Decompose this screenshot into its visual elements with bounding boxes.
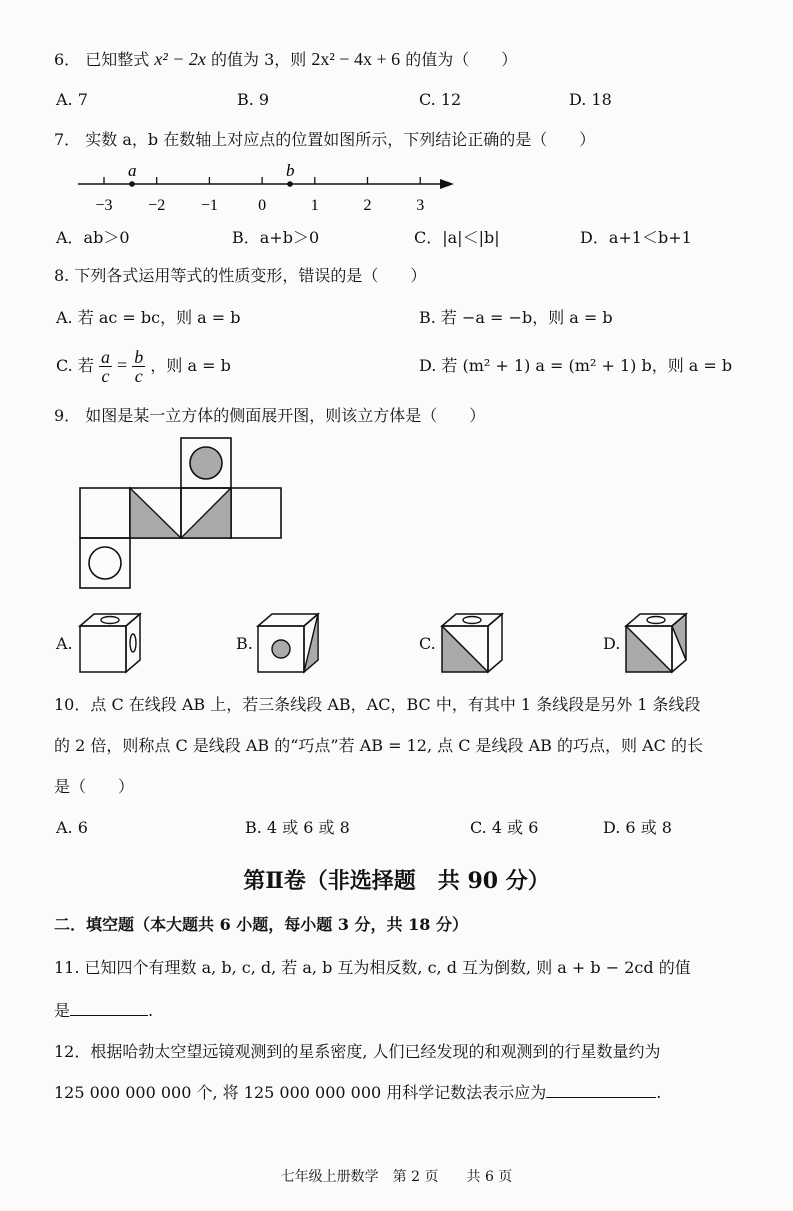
q8-option-a[interactable]: A. 若 ac = bc，则 a = b: [56, 308, 241, 327]
q7-option-c[interactable]: C．|a|＜|b|: [414, 228, 500, 247]
q6-expression-2: 2x² − 4x + 6: [311, 49, 401, 69]
q8-text: 下列各式运用等式的性质变形，错误的是（ ）: [74, 266, 427, 285]
top-hole-icon: [647, 617, 665, 624]
tick-label: 2: [363, 197, 372, 214]
page-footer: 七年级上册数学 第 2 页 共 6 页: [280, 1169, 513, 1185]
point-b-dot: [287, 181, 293, 187]
net-face-1: [80, 488, 130, 538]
shaded-triangle-left: [130, 488, 181, 538]
q9-number: 9．: [54, 406, 81, 425]
q9-option-a-cube[interactable]: [78, 612, 148, 674]
top-hole-icon: [101, 617, 119, 624]
q8-option-c[interactable]: [56, 345, 231, 386]
q6-option-d[interactable]: D. 18: [569, 90, 612, 109]
fraction-numerator: b: [134, 347, 144, 367]
fraction-b-over-c: [132, 348, 145, 385]
question-7: [54, 130, 595, 150]
q8-number: 8.: [54, 266, 70, 285]
q12-line-2-end: .: [656, 1083, 662, 1102]
q8-option-b[interactable]: B. 若 −a = −b，则 a = b: [419, 308, 613, 327]
q8-option-c-prefix: C. 若: [56, 356, 94, 375]
point-a-dot: [129, 181, 135, 187]
question-9: [54, 406, 485, 426]
cube-net-figure: [78, 436, 288, 590]
q11-line-1: 11. 已知四个有理数 a, b, c, d, 若 a, b 互为相反数, c, d 互为倒数, 则 a + b − 2cd 的值: [54, 958, 691, 977]
tick-label: −2: [148, 197, 166, 214]
fraction-denominator: c: [101, 366, 110, 386]
q6-text-1: 已知整式: [85, 50, 150, 69]
q6-option-a[interactable]: A. 7: [56, 90, 88, 109]
q9-option-b-cube[interactable]: [256, 612, 326, 674]
point-b-label: b: [286, 161, 295, 180]
tick-label: 1: [310, 197, 319, 214]
q6-option-c[interactable]: C. 12: [419, 90, 462, 109]
q12-line-2: [54, 1081, 661, 1103]
number-line-arrow: [440, 179, 454, 189]
q10-line-1: 10．点 C 在线段 AB 上，若三条线段 AB，AC，BC 中，有其中 1 条线段是另外 1 条线段: [54, 695, 701, 714]
q9-text: 如图是某一立方体的侧面展开图，则该立方体是（ ）: [85, 406, 486, 425]
q10-option-d[interactable]: D. 6 或 8: [603, 818, 672, 837]
q11-answer-blank[interactable]: [70, 999, 148, 1016]
hollow-circle-icon: [89, 547, 121, 579]
q10-line-3: 是（ ）: [54, 777, 135, 796]
q6-number: 6．: [54, 50, 81, 69]
point-a-label: a: [128, 161, 137, 180]
number-line: [70, 160, 470, 220]
equals-sign: =: [117, 355, 128, 375]
net-face-4: [231, 488, 281, 538]
q7-text: 实数 a，b 在数轴上对应点的位置如图所示，下列结论正确的是（ ）: [85, 130, 596, 149]
shaded-triangle-right: [181, 488, 231, 538]
q6-option-b[interactable]: B. 9: [237, 90, 270, 109]
q12-line-1: 12．根据哈勃太空望远镜观测到的星系密度, 人们已经发现的和观测到的行星数量约为: [54, 1042, 661, 1061]
q9-option-d-cube[interactable]: [624, 612, 694, 674]
q11-line-2-end: .: [148, 1001, 154, 1020]
q9-option-b-label[interactable]: B.: [236, 634, 253, 653]
tick-label: 0: [258, 197, 267, 214]
tick-label: 3: [416, 197, 425, 214]
section-2-heading: 二．填空题（本大题共 6 小题，每小题 3 分，共 18 分）: [54, 915, 468, 934]
fraction-a-over-c: [99, 348, 112, 385]
q11-line-2-text: 是: [54, 1001, 71, 1020]
net-bottom-face: [80, 538, 130, 588]
tick-label: −3: [95, 197, 113, 214]
q9-option-a-label[interactable]: A.: [56, 634, 73, 653]
q7-option-a[interactable]: A．ab＞0: [56, 228, 130, 247]
fraction-denominator: c: [134, 366, 143, 386]
part-2-title: 第Ⅱ卷（非选择题 共 90 分）: [243, 868, 550, 894]
q9-option-c-cube[interactable]: [440, 612, 510, 674]
q11-line-2: [54, 999, 153, 1021]
question-8: [54, 266, 426, 286]
tick-label: −1: [200, 197, 218, 214]
q6-text-2: 的值为 3，则: [211, 50, 307, 69]
q12-line-2-text: 125 000 000 000 个, 将 125 000 000 000 用科学记数法表示应为: [54, 1083, 547, 1102]
q8-option-d[interactable]: D. 若 (m² + 1) a = (m² + 1) b，则 a = b: [419, 356, 733, 375]
side-hole-icon: [130, 634, 136, 652]
question-6: [54, 49, 517, 70]
fraction-numerator: a: [100, 347, 110, 367]
q9-option-c-label[interactable]: C.: [419, 634, 436, 653]
q7-number: 7．: [54, 130, 81, 149]
front-shaded-circle-icon: [272, 640, 290, 658]
q10-option-c[interactable]: C. 4 或 6: [470, 818, 539, 837]
q8-option-c-suffix: ，则 a = b: [150, 356, 231, 375]
q7-option-b[interactable]: B．a+b＞0: [232, 228, 320, 247]
q7-option-d[interactable]: D．a+1＜b+1: [580, 228, 692, 247]
shaded-circle-icon: [190, 447, 222, 479]
q10-line-2: 的 2 倍，则称点 C 是线段 AB 的“巧点”若 AB = 12, 点 C 是线段 AB 的巧点，则 AC 的长: [54, 736, 703, 755]
q6-text-3: 的值为（ ）: [405, 50, 518, 69]
q12-answer-blank[interactable]: [546, 1081, 656, 1098]
q10-option-a[interactable]: A. 6: [56, 818, 88, 837]
top-hole-icon: [463, 617, 481, 624]
q10-option-b[interactable]: B. 4 或 6 或 8: [245, 818, 350, 837]
q9-option-d-label[interactable]: D.: [603, 634, 621, 653]
q6-expression-1: x² − 2x: [154, 49, 206, 69]
